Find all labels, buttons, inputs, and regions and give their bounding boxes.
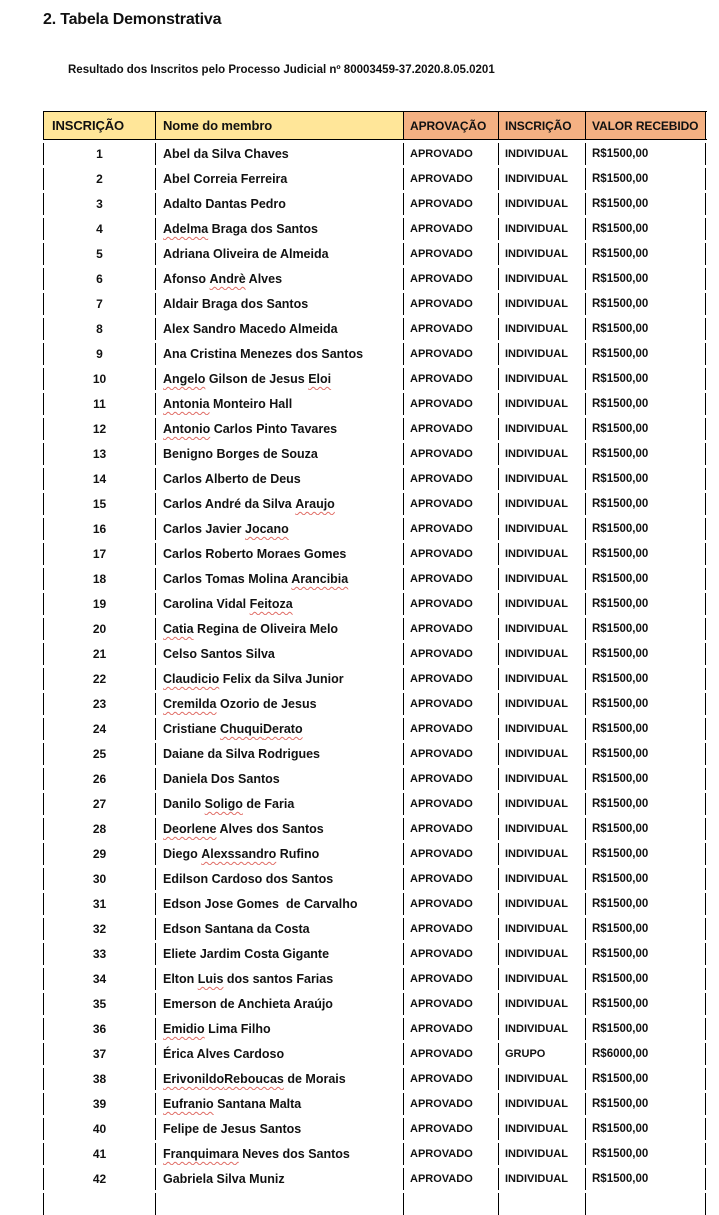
row-number: 12	[43, 418, 155, 440]
row-number: 27	[43, 793, 155, 815]
approval-status: APROVADO	[403, 568, 498, 590]
member-name: Cristiane Chuqui Derato	[155, 718, 403, 740]
inscription-type: INDIVIDUAL	[498, 393, 585, 415]
approval-status: APROVADO	[403, 368, 498, 390]
table-row	[43, 418, 707, 440]
misspelled-word: Eufranio	[163, 1097, 214, 1111]
inscription-type: INDIVIDUAL	[498, 943, 585, 965]
table-caption: Resultado dos Inscritos pelo Processo Judicial nº 80003459-37.2020.8.05.0201	[68, 64, 495, 76]
amount-received: R$1500,00	[585, 168, 706, 190]
approval-status: APROVADO	[403, 143, 498, 165]
table-row	[43, 268, 707, 290]
row-number: 36	[43, 1018, 155, 1040]
amount-received: R$1500,00	[585, 343, 706, 365]
table-row	[43, 1143, 707, 1165]
amount-received: R$1500,00	[585, 468, 706, 490]
approval-status: APROVADO	[403, 268, 498, 290]
approval-status: APROVADO	[403, 1043, 498, 1065]
approval-status: APROVADO	[403, 493, 498, 515]
misspelled-word: Eloi	[308, 372, 332, 386]
misspelled-word: Feitoza	[249, 597, 293, 611]
row-number: 21	[43, 643, 155, 665]
row-number: 4	[43, 218, 155, 240]
member-name: Benigno Borges de Souza	[155, 443, 403, 465]
amount-received: R$6000,00	[585, 1043, 706, 1065]
inscription-type: INDIVIDUAL	[498, 218, 585, 240]
row-number: 40	[43, 1118, 155, 1140]
table-row	[43, 293, 707, 315]
column-header-valor-recebido: VALOR RECEBIDO	[585, 112, 706, 139]
approval-status: APROVADO	[403, 543, 498, 565]
misspelled-word: Franquimara	[163, 1147, 239, 1161]
inscription-type: INDIVIDUAL	[498, 368, 585, 390]
amount-received: R$1500,00	[585, 1143, 706, 1165]
row-number: 11	[43, 393, 155, 415]
misspelled-word: Derato	[263, 722, 303, 736]
member-name: Afonso Andrè Alves	[155, 268, 403, 290]
table-row	[43, 518, 707, 540]
row-number: 14	[43, 468, 155, 490]
inscription-type: INDIVIDUAL	[498, 743, 585, 765]
inscription-type: INDIVIDUAL	[498, 1018, 585, 1040]
member-name: Aldair Braga dos Santos	[155, 293, 403, 315]
approval-status: APROVADO	[403, 668, 498, 690]
inscription-type: INDIVIDUAL	[498, 993, 585, 1015]
row-number: 30	[43, 868, 155, 890]
amount-received: R$1500,00	[585, 843, 706, 865]
approval-status: APROVADO	[403, 693, 498, 715]
amount-received: R$1500,00	[585, 643, 706, 665]
misspelled-word: Antonia	[163, 397, 210, 411]
row-number: 20	[43, 618, 155, 640]
inscription-type: INDIVIDUAL	[498, 243, 585, 265]
misspelled-word: Emidio	[163, 1022, 205, 1036]
approval-status: APROVADO	[403, 1143, 498, 1165]
row-number: 39	[43, 1093, 155, 1115]
member-name: Edilson Cardoso dos Santos	[155, 868, 403, 890]
row-number: 25	[43, 743, 155, 765]
member-name: Érica Alves Cardoso	[155, 1043, 403, 1065]
member-name: Eufranio Santana Malta	[155, 1093, 403, 1115]
amount-received: R$1500,00	[585, 593, 706, 615]
member-name: Diego Alexssandro Rufino	[155, 843, 403, 865]
approval-status: APROVADO	[403, 518, 498, 540]
inscription-type: INDIVIDUAL	[498, 1168, 585, 1190]
table-row	[43, 493, 707, 515]
table-row	[43, 543, 707, 565]
approval-status: APROVADO	[403, 1168, 498, 1190]
inscription-type: INDIVIDUAL	[498, 843, 585, 865]
table-row	[43, 343, 707, 365]
approval-status: APROVADO	[403, 1018, 498, 1040]
approval-status: APROVADO	[403, 843, 498, 865]
member-name: Antonio Carlos Pinto Tavares	[155, 418, 403, 440]
approval-status: APROVADO	[403, 168, 498, 190]
row-number: 17	[43, 543, 155, 565]
table-row	[43, 318, 707, 340]
row-number: 41	[43, 1143, 155, 1165]
table-row	[43, 468, 707, 490]
misspelled-word: Catia	[163, 622, 194, 636]
inscription-type: INDIVIDUAL	[498, 143, 585, 165]
table-row	[43, 718, 707, 740]
inscription-type	[498, 1193, 585, 1215]
table-row	[43, 443, 707, 465]
table-row	[43, 918, 707, 940]
inscription-type: INDIVIDUAL	[498, 718, 585, 740]
approval-status: APROVADO	[403, 243, 498, 265]
table-row	[43, 1093, 707, 1115]
row-number: 16	[43, 518, 155, 540]
row-number: 26	[43, 768, 155, 790]
row-number: 15	[43, 493, 155, 515]
table-row	[43, 568, 707, 590]
misspelled-word: Chuqui	[219, 722, 264, 736]
approval-status: APROVADO	[403, 818, 498, 840]
amount-received: R$1500,00	[585, 618, 706, 640]
table-row	[43, 1168, 707, 1190]
member-name: Angelo Gilson de Jesus Eloi	[155, 368, 403, 390]
table-row	[43, 693, 707, 715]
misspelled-word: Cremilda	[163, 697, 217, 711]
table-row	[43, 943, 707, 965]
table-body	[43, 143, 707, 1215]
member-name: Edson Santana da Costa	[155, 918, 403, 940]
approval-status: APROVADO	[403, 293, 498, 315]
approval-status: APROVADO	[403, 1118, 498, 1140]
member-name: Emidio Lima Filho	[155, 1018, 403, 1040]
table-row	[43, 1118, 707, 1140]
row-number: 6	[43, 268, 155, 290]
table-row	[43, 993, 707, 1015]
member-name: Abel Correia Ferreira	[155, 168, 403, 190]
inscription-type: INDIVIDUAL	[498, 468, 585, 490]
inscription-type: INDIVIDUAL	[498, 693, 585, 715]
row-number: 34	[43, 968, 155, 990]
member-name: Abel da Silva Chaves	[155, 143, 403, 165]
approval-status: APROVADO	[403, 943, 498, 965]
row-number: 37	[43, 1043, 155, 1065]
row-number: 23	[43, 693, 155, 715]
approval-status: APROVADO	[403, 193, 498, 215]
member-name: Adriana Oliveira de Almeida	[155, 243, 403, 265]
amount-received: R$1500,00	[585, 543, 706, 565]
table-row	[43, 193, 707, 215]
row-number: 38	[43, 1068, 155, 1090]
results-table	[43, 111, 707, 1215]
member-name: Franquimara Neves dos Santos	[155, 1143, 403, 1165]
column-header-aprovacao: APROVAÇÃO	[403, 112, 498, 139]
amount-received: R$1500,00	[585, 1068, 706, 1090]
member-name: Emerson de Anchieta Araújo	[155, 993, 403, 1015]
table-row	[43, 793, 707, 815]
amount-received: R$1500,00	[585, 218, 706, 240]
amount-received: R$1500,00	[585, 768, 706, 790]
row-number: 1	[43, 143, 155, 165]
member-name: Carlos Javier Jocano	[155, 518, 403, 540]
amount-received: R$1500,00	[585, 1018, 706, 1040]
table-row	[43, 143, 707, 165]
misspelled-word: Antonio	[163, 422, 211, 436]
inscription-type: INDIVIDUAL	[498, 168, 585, 190]
member-name: Daniela Dos Santos	[155, 768, 403, 790]
inscription-type: INDIVIDUAL	[498, 968, 585, 990]
inscription-type: INDIVIDUAL	[498, 493, 585, 515]
row-number: 19	[43, 593, 155, 615]
amount-received: R$1500,00	[585, 143, 706, 165]
row-number: 32	[43, 918, 155, 940]
amount-received: R$1500,00	[585, 493, 706, 515]
table-row	[43, 818, 707, 840]
column-header-nome-do-membro: Nome do membro	[155, 112, 403, 139]
member-name: Gabriela Silva Muniz	[155, 1168, 403, 1190]
inscription-type: INDIVIDUAL	[498, 868, 585, 890]
member-name	[155, 1193, 403, 1215]
row-number: 29	[43, 843, 155, 865]
misspelled-word: Angelo	[163, 372, 206, 386]
approval-status: APROVADO	[403, 743, 498, 765]
inscription-type: INDIVIDUAL	[498, 293, 585, 315]
member-name: Adalto Dantas Pedro	[155, 193, 403, 215]
table-row	[43, 1043, 707, 1065]
amount-received: R$1500,00	[585, 568, 706, 590]
approval-status: APROVADO	[403, 418, 498, 440]
table-row	[43, 393, 707, 415]
approval-status: APROVADO	[403, 1093, 498, 1115]
inscription-type: INDIVIDUAL	[498, 1143, 585, 1165]
row-number: 24	[43, 718, 155, 740]
member-name: Catia Regina de Oliveira Melo	[155, 618, 403, 640]
amount-received: R$1500,00	[585, 868, 706, 890]
approval-status: APROVADO	[403, 593, 498, 615]
misspelled-word: Adelma	[163, 222, 209, 236]
member-name: Carolina Vidal Feitoza	[155, 593, 403, 615]
inscription-type: INDIVIDUAL	[498, 618, 585, 640]
member-name: Adelma Braga dos Santos	[155, 218, 403, 240]
inscription-type: INDIVIDUAL	[498, 818, 585, 840]
amount-received: R$1500,00	[585, 443, 706, 465]
misspelled-word: Soligo	[204, 797, 243, 811]
amount-received: R$1500,00	[585, 318, 706, 340]
table-row	[43, 618, 707, 640]
approval-status: APROVADO	[403, 993, 498, 1015]
amount-received: R$1500,00	[585, 243, 706, 265]
approval-status: APROVADO	[403, 918, 498, 940]
inscription-type: INDIVIDUAL	[498, 918, 585, 940]
amount-received: R$1500,00	[585, 893, 706, 915]
row-number: 10	[43, 368, 155, 390]
column-header-inscricao: INSCRIÇÃO	[43, 112, 155, 139]
inscription-type: INDIVIDUAL	[498, 568, 585, 590]
member-name: Carlos Tomas Molina Arancibia	[155, 568, 403, 590]
misspelled-word: Reboucas	[224, 1072, 284, 1086]
member-name: Ana Cristina Menezes dos Santos	[155, 343, 403, 365]
inscription-type: INDIVIDUAL	[498, 268, 585, 290]
inscription-type: INDIVIDUAL	[498, 1093, 585, 1115]
inscription-type: INDIVIDUAL	[498, 443, 585, 465]
approval-status: APROVADO	[403, 1068, 498, 1090]
approval-status: APROVADO	[403, 868, 498, 890]
table-row	[43, 968, 707, 990]
member-name: Daiane da Silva Rodrigues	[155, 743, 403, 765]
table-header	[43, 111, 707, 140]
amount-received: R$1500,00	[585, 918, 706, 940]
member-name: Carlos Roberto Moraes Gomes	[155, 543, 403, 565]
inscription-type: INDIVIDUAL	[498, 668, 585, 690]
amount-received: R$1500,00	[585, 718, 706, 740]
approval-status: APROVADO	[403, 968, 498, 990]
row-number	[43, 1193, 155, 1215]
inscription-type: INDIVIDUAL	[498, 418, 585, 440]
amount-received: R$1500,00	[585, 793, 706, 815]
approval-status: APROVADO	[403, 443, 498, 465]
table-row	[43, 643, 707, 665]
approval-status	[403, 1193, 498, 1215]
approval-status: APROVADO	[403, 768, 498, 790]
misspelled-word: Jocano	[245, 522, 289, 536]
amount-received: R$1500,00	[585, 518, 706, 540]
member-name: Deorlene Alves dos Santos	[155, 818, 403, 840]
member-name: Antonia Monteiro Hall	[155, 393, 403, 415]
inscription-type: INDIVIDUAL	[498, 793, 585, 815]
row-number: 13	[43, 443, 155, 465]
approval-status: APROVADO	[403, 343, 498, 365]
amount-received: R$1500,00	[585, 1168, 706, 1190]
table-row	[43, 1068, 707, 1090]
amount-received: R$1500,00	[585, 668, 706, 690]
amount-received: R$1500,00	[585, 818, 706, 840]
member-name: Erivonildo Reboucas de Morais	[155, 1068, 403, 1090]
amount-received: R$1500,00	[585, 1118, 706, 1140]
table-row	[43, 168, 707, 190]
misspelled-word: Deorlene	[163, 822, 217, 836]
member-name: Celso Santos Silva	[155, 643, 403, 665]
approval-status: APROVADO	[403, 793, 498, 815]
inscription-type: INDIVIDUAL	[498, 893, 585, 915]
member-name: Alex Sandro Macedo Almeida	[155, 318, 403, 340]
inscription-type: INDIVIDUAL	[498, 1068, 585, 1090]
amount-received: R$1500,00	[585, 743, 706, 765]
inscription-type: INDIVIDUAL	[498, 343, 585, 365]
member-name: Cremilda Ozorio de Jesus	[155, 693, 403, 715]
approval-status: APROVADO	[403, 643, 498, 665]
row-number: 18	[43, 568, 155, 590]
row-number: 42	[43, 1168, 155, 1190]
table-row	[43, 743, 707, 765]
table-row	[43, 868, 707, 890]
misspelled-word: Luis	[197, 972, 224, 986]
inscription-type: GRUPO	[498, 1043, 585, 1065]
amount-received: R$1500,00	[585, 293, 706, 315]
table-row	[43, 1018, 707, 1040]
amount-received: R$1500,00	[585, 1093, 706, 1115]
approval-status: APROVADO	[403, 468, 498, 490]
section-title: 2. Tabela Demonstrativa	[43, 11, 222, 28]
member-name: Elton Luis dos santos Farias	[155, 968, 403, 990]
misspelled-word: Arancibia	[291, 572, 349, 586]
approval-status: APROVADO	[403, 218, 498, 240]
inscription-type: INDIVIDUAL	[498, 1118, 585, 1140]
row-number: 22	[43, 668, 155, 690]
row-number: 5	[43, 243, 155, 265]
table-row	[43, 218, 707, 240]
amount-received: R$1500,00	[585, 693, 706, 715]
member-name: Claudicio Felix da Silva Junior	[155, 668, 403, 690]
row-number: 35	[43, 993, 155, 1015]
row-number: 31	[43, 893, 155, 915]
approval-status: APROVADO	[403, 718, 498, 740]
approval-status: APROVADO	[403, 893, 498, 915]
row-number: 8	[43, 318, 155, 340]
approval-status: APROVADO	[403, 618, 498, 640]
row-number: 3	[43, 193, 155, 215]
amount-received: R$1500,00	[585, 993, 706, 1015]
amount-received: R$1500,00	[585, 943, 706, 965]
table-row	[43, 843, 707, 865]
table-row	[43, 768, 707, 790]
row-number: 28	[43, 818, 155, 840]
member-name: Eliete Jardim Costa Gigante	[155, 943, 403, 965]
table-row-partial	[43, 1193, 707, 1215]
inscription-type: INDIVIDUAL	[498, 318, 585, 340]
column-header-inscricao-tipo: INSCRIÇÃO	[498, 112, 585, 139]
amount-received: R$1500,00	[585, 393, 706, 415]
table-row	[43, 368, 707, 390]
member-name: Felipe de Jesus Santos	[155, 1118, 403, 1140]
misspelled-word: Claudicio	[163, 672, 220, 686]
amount-received: R$1500,00	[585, 193, 706, 215]
member-name: Carlos André da Silva Araujo	[155, 493, 403, 515]
amount-received: R$1500,00	[585, 368, 706, 390]
misspelled-word: Araujo	[295, 497, 335, 511]
table-row	[43, 243, 707, 265]
inscription-type: INDIVIDUAL	[498, 193, 585, 215]
misspelled-word: Erivonildo	[163, 1072, 225, 1086]
amount-received: R$1500,00	[585, 968, 706, 990]
row-number: 2	[43, 168, 155, 190]
inscription-type: INDIVIDUAL	[498, 593, 585, 615]
approval-status: APROVADO	[403, 318, 498, 340]
member-name: Edson Jose Gomes de Carvalho	[155, 893, 403, 915]
inscription-type: INDIVIDUAL	[498, 518, 585, 540]
misspelled-word: Alexssandro	[201, 847, 277, 861]
inscription-type: INDIVIDUAL	[498, 543, 585, 565]
misspelled-word: Andrè	[209, 272, 246, 286]
row-number: 33	[43, 943, 155, 965]
row-number: 7	[43, 293, 155, 315]
inscription-type: INDIVIDUAL	[498, 643, 585, 665]
amount-received: R$1500,00	[585, 268, 706, 290]
approval-status: APROVADO	[403, 393, 498, 415]
member-name: Danilo Soligo de Faria	[155, 793, 403, 815]
amount-received	[585, 1193, 706, 1215]
table-row	[43, 668, 707, 690]
table-row	[43, 893, 707, 915]
table-row	[43, 593, 707, 615]
row-number: 9	[43, 343, 155, 365]
amount-received: R$1500,00	[585, 418, 706, 440]
inscription-type: INDIVIDUAL	[498, 768, 585, 790]
member-name: Carlos Alberto de Deus	[155, 468, 403, 490]
